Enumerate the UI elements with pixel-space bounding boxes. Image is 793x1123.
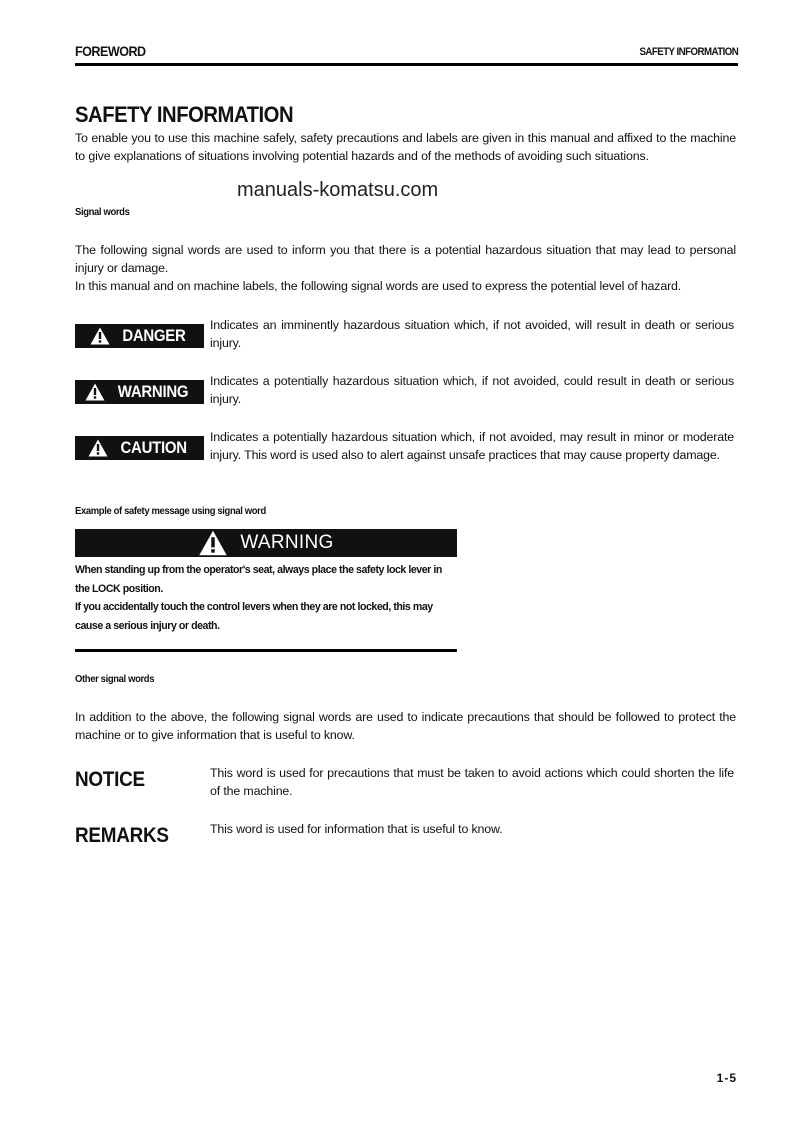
signal-words-paragraph-2: In this manual and on machine labels, the following signal words are used to express the potential level of hazard. <box>75 279 682 293</box>
remarks-label: REMARKS <box>75 824 169 847</box>
notice-label: NOTICE <box>75 768 145 791</box>
example-heading: Example of safety message using signal word <box>75 505 266 517</box>
example-warning-text <box>75 561 458 635</box>
warning-triangle-icon <box>198 530 228 556</box>
signal-words-heading: Signal words <box>75 206 130 218</box>
danger-label-text: DANGER <box>121 326 186 345</box>
example-warning-bar <box>75 529 457 557</box>
page-title: SAFETY INFORMATION <box>75 102 294 127</box>
warning-triangle-icon <box>85 383 105 401</box>
header-section-right: SAFETY INFORMATION <box>639 46 738 58</box>
example-warning-line-2: If you accidentally touch the control levers when they are not locked, this may cause a serious injury or death. <box>75 601 433 632</box>
example-warning-label: WARNING <box>240 532 334 553</box>
warning-triangle-icon <box>88 439 108 457</box>
header-section-left: FOREWORD <box>75 43 146 59</box>
caution-description: Indicates a potentially hazardous situation which, if not avoided, may result in minor or moderate injury. This word is used also to alert against unsafe practices that may cause property damage. <box>210 430 734 462</box>
other-signal-words-paragraph: In addition to the above, the following signal words are used to indicate precautions that should be followed to protect the machine or to give information that is useful to know. <box>75 710 736 742</box>
caution-label-text: CAUTION <box>120 438 187 457</box>
page-number: 1-5 <box>716 1071 737 1085</box>
warning-label <box>75 380 204 404</box>
caution-label <box>75 436 204 460</box>
signal-words-paragraph-1: The following signal words are used to inform you that there is a potential hazardous situation that may lead to personal injury or damage. <box>75 243 736 275</box>
example-divider <box>75 649 457 652</box>
header-divider <box>75 63 738 66</box>
other-signal-words-heading: Other signal words <box>75 673 155 685</box>
example-warning-line-1: When standing up from the operator's seat, always place the safety lock lever in the LOCK position. <box>75 564 442 595</box>
warning-triangle-icon <box>90 327 110 345</box>
watermark-text: manuals-komatsu.com <box>237 179 439 201</box>
danger-description: Indicates an imminently hazardous situation which, if not avoided, will result in death or serious injury. <box>210 318 734 350</box>
warning-description: Indicates a potentially hazardous situation which, if not avoided, could result in death or serious injury. <box>210 374 734 406</box>
intro-paragraph: To enable you to use this machine safely, safety precautions and labels are given in this manual and affixed to the machine to give explanations of situations involving potential hazards and of the methods of avoiding such situations. <box>75 131 736 163</box>
remarks-description: This word is used for information that is useful to know. <box>210 822 503 836</box>
notice-description: This word is used for precautions that must be taken to avoid actions which could shorten the life of the machine. <box>210 766 734 798</box>
danger-label <box>75 324 204 348</box>
warning-label-text: WARNING <box>118 382 189 401</box>
